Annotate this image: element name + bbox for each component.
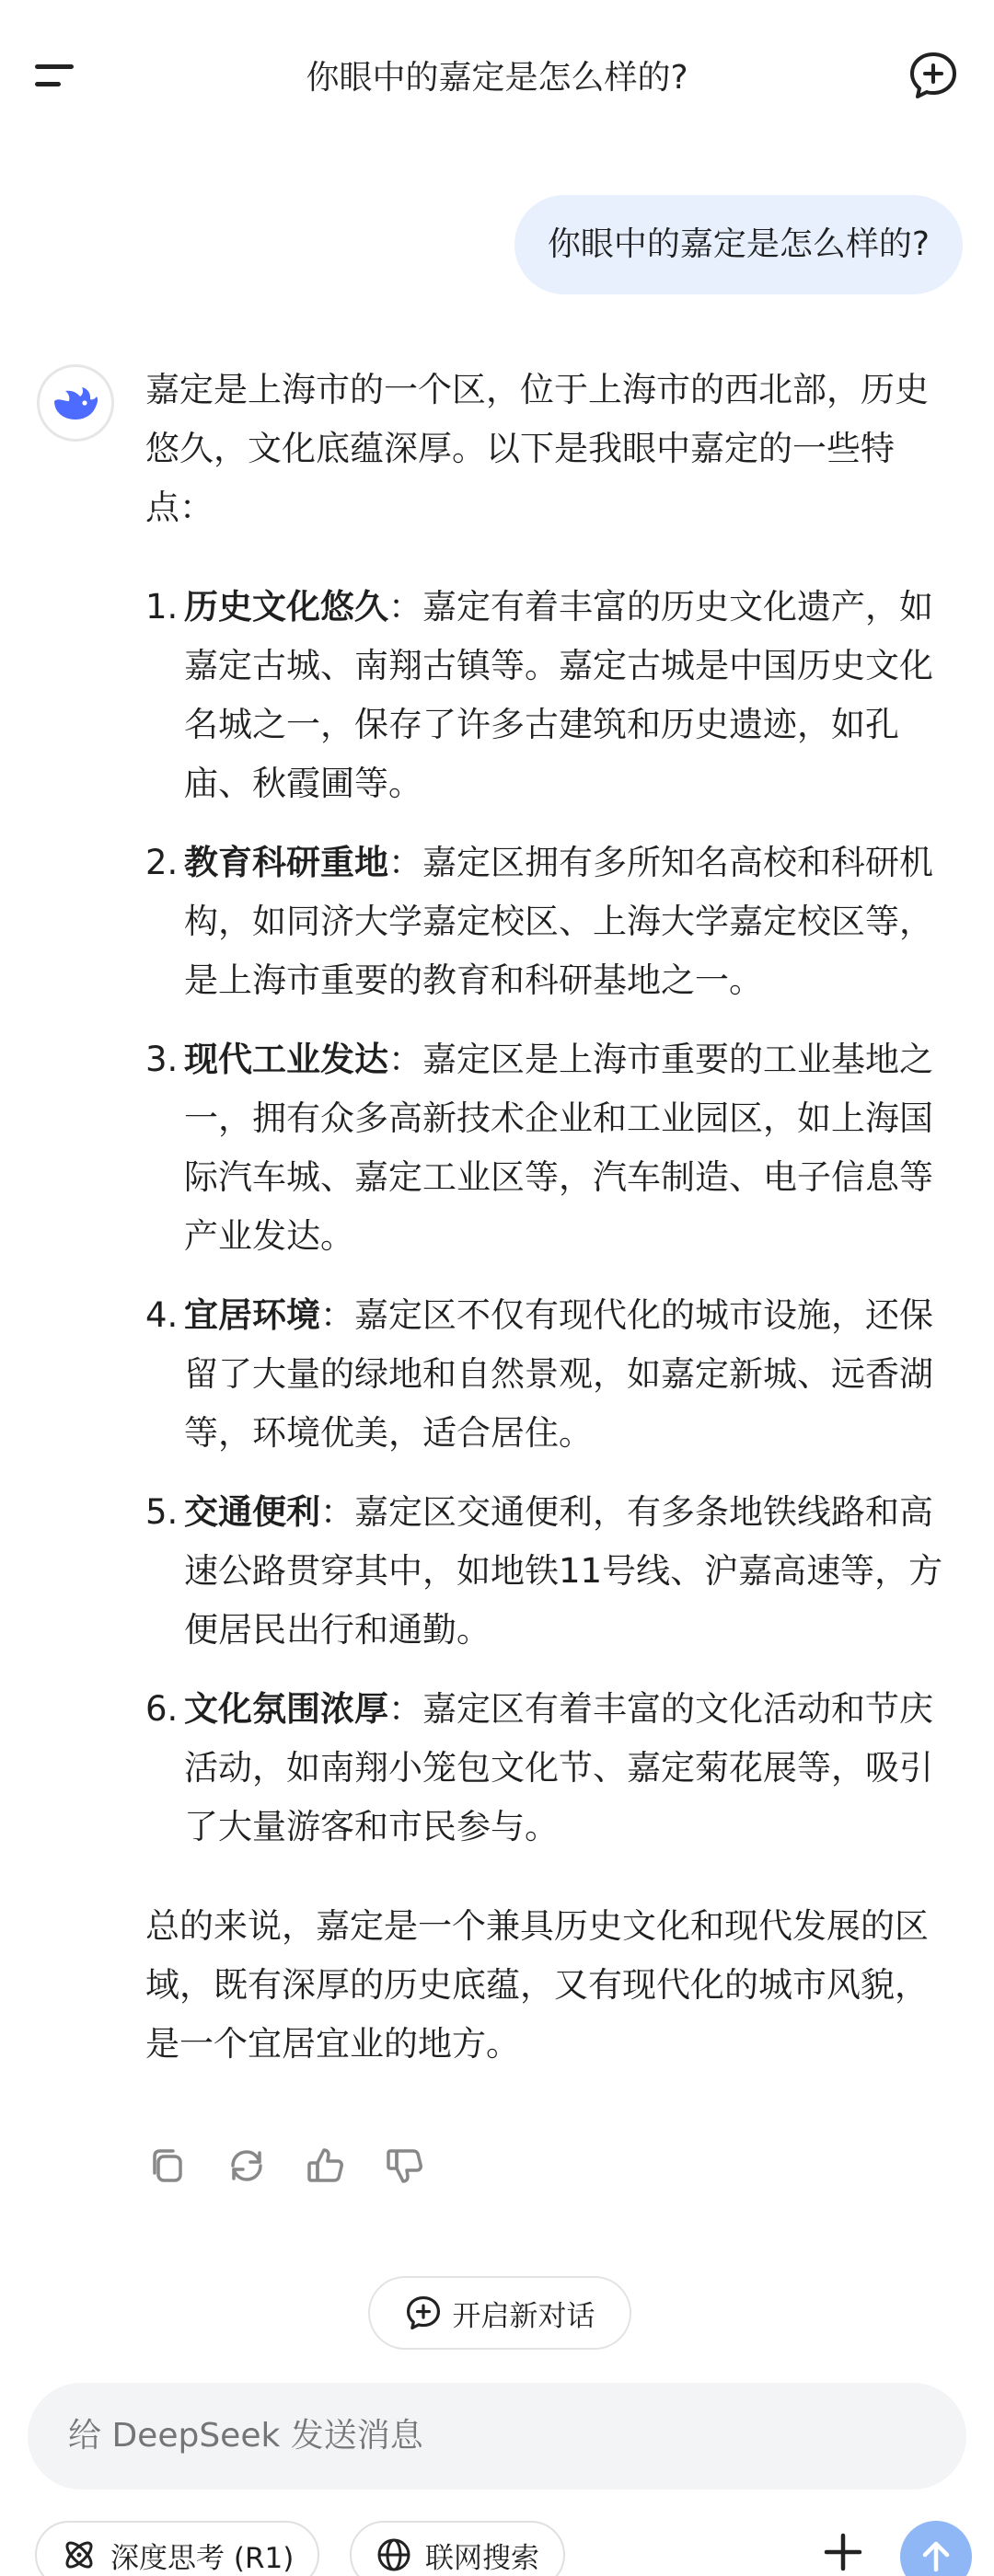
- feature-list: [145, 578, 946, 1857]
- list-number: 2.: [145, 843, 179, 882]
- thumbs-down-icon[interactable]: [383, 2144, 427, 2188]
- conversation-title: 你眼中的嘉定是怎么样的?: [306, 59, 688, 97]
- message-input[interactable]: [68, 2417, 966, 2455]
- item-title: 教育科研重地: [184, 843, 388, 882]
- attach-plus-icon[interactable]: [817, 2526, 869, 2576]
- list-number: 1.: [145, 587, 179, 627]
- item-title: 交通便利: [184, 1492, 320, 1532]
- item-text: ：嘉定有着丰富的历史文化遗产，如嘉定古城、南翔古镇等。嘉定古城是中国历史文化名城之一，保存了许多古建筑和历史遗迹，如孔庙、秋霞圃等。: [184, 587, 933, 803]
- list-item: [145, 1680, 946, 1857]
- list-number: 6.: [145, 1689, 179, 1729]
- list-number: 3.: [145, 1040, 179, 1079]
- top-bar: [0, 0, 994, 156]
- thumbs-up-icon[interactable]: [304, 2144, 348, 2188]
- item-text: ：嘉定区不仅有现代化的城市设施，还保留了大量的绿地和自然景观，如嘉定新城、远香湖等，环境优美，适合居住。: [184, 1295, 933, 1453]
- new-chat-icon[interactable]: [907, 50, 959, 101]
- item-text: ：嘉定区有着丰富的文化活动和节庆活动，如南翔小笼包文化节、嘉定菊花展等，吸引了大量游客和市民参与。: [184, 1689, 933, 1846]
- item-title: 现代工业发达: [184, 1040, 388, 1079]
- item-text: ：嘉定区拥有多所知名高校和科研机构，如同济大学嘉定校区、上海大学嘉定校区等，是上海市重要的教育和科研基地之一。: [184, 843, 933, 1000]
- message-input-box[interactable]: [28, 2383, 966, 2490]
- globe-icon: [376, 2536, 412, 2573]
- answer-summary: 总的来说，嘉定是一个兼具历史文化和现代发展的区域，既有深厚的历史底蕴，又有现代化的城市风貌，是一个宜居宜业的地方。: [145, 1906, 929, 2064]
- arrow-up-icon: [918, 2538, 954, 2575]
- new-conversation-button[interactable]: [368, 2276, 631, 2350]
- web-search-label: 联网搜索: [425, 2541, 539, 2575]
- list-item: [145, 1030, 946, 1266]
- message-actions: [145, 2144, 427, 2199]
- new-chat-icon: [405, 2294, 442, 2331]
- item-title: 宜居环境: [184, 1295, 320, 1335]
- bottom-toolbar: [0, 2521, 994, 2576]
- item-title: 历史文化悠久: [184, 587, 388, 627]
- item-text: ：嘉定区交通便利，有多条地铁线路和高速公路贯穿其中，如地铁11号线、沪嘉高速等，方便居民出行和通勤。: [184, 1492, 943, 1650]
- assistant-message: [145, 361, 946, 2074]
- deep-think-label: 深度思考 (R1): [110, 2541, 295, 2575]
- new-conversation-label: 开启新对话: [452, 2299, 595, 2333]
- deepseek-whale-icon: [37, 364, 114, 442]
- item-text: ：嘉定区是上海市重要的工业基地之一，拥有众多高新技术企业和工业园区，如上海国际汽车城、嘉定工业区等，汽车制造、电子信息等产业发达。: [184, 1040, 933, 1256]
- send-button[interactable]: [900, 2521, 972, 2576]
- list-item: [145, 578, 946, 813]
- list-number: 5.: [145, 1492, 179, 1532]
- web-search-toggle[interactable]: [350, 2521, 565, 2576]
- deep-think-toggle[interactable]: [35, 2521, 319, 2576]
- list-item: [145, 834, 946, 1010]
- list-item: [145, 1483, 946, 1660]
- copy-icon[interactable]: [145, 2144, 190, 2188]
- item-title: 文化氛围浓厚: [184, 1689, 388, 1729]
- atom-icon: [61, 2536, 98, 2573]
- list-number: 4.: [145, 1295, 179, 1335]
- list-item: [145, 1286, 946, 1463]
- regenerate-icon[interactable]: [225, 2144, 269, 2188]
- answer-intro: 嘉定是上海市的一个区，位于上海市的西北部，历史悠久，文化底蕴深厚。以下是我眼中嘉定的一些特点：: [145, 370, 929, 527]
- user-message-bubble: 你眼中的嘉定是怎么样的?: [514, 195, 963, 294]
